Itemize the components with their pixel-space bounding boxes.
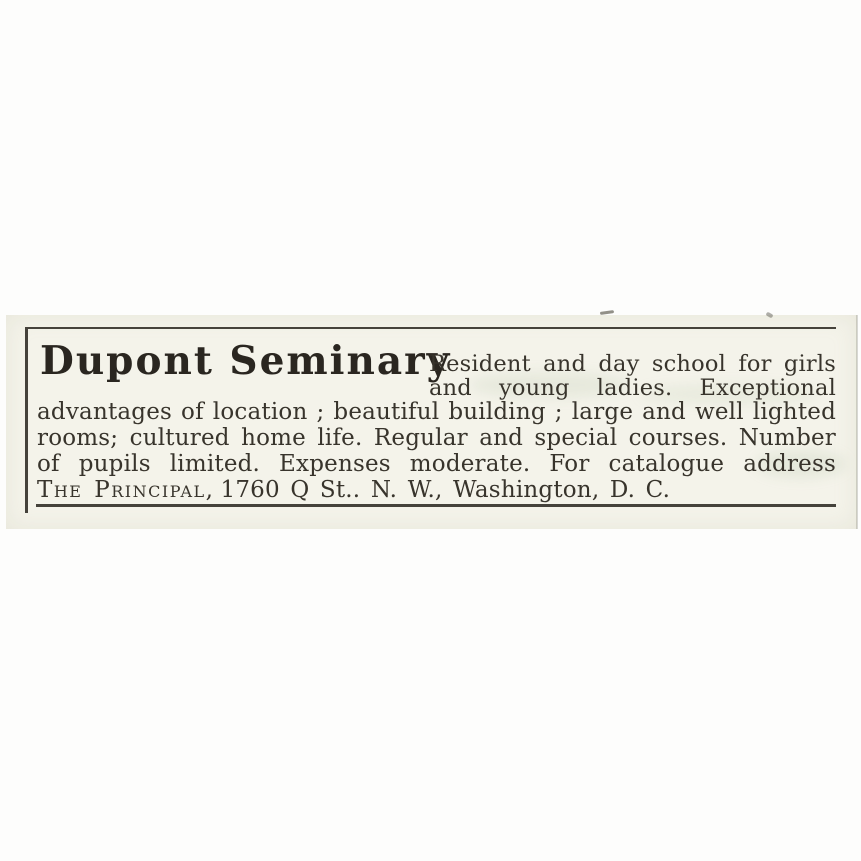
left-border-rule (25, 327, 28, 513)
ad-headline: Dupont Seminary (40, 338, 452, 384)
paper-edge-line (856, 315, 858, 529)
body-line: of pupils limited. Expenses moderate. For catalogue address (37, 451, 836, 477)
signature-smallcaps: The Principal, (37, 477, 215, 503)
advertisement-box (25, 327, 836, 515)
signature-line (37, 477, 836, 503)
body-line: rooms; cultured home life. Regular and special courses. Number (37, 425, 836, 451)
intro-line: Resident and day school for girls (429, 351, 836, 377)
body-text (37, 399, 836, 503)
body-line: advantages of location ; beautiful building ; large and well lighted (37, 399, 836, 425)
top-border-rule (25, 327, 836, 329)
intro-line: and young ladies. Exceptional (429, 375, 836, 401)
signature-address: 1760 Q St.. N. W., Washington, D. C. (220, 477, 671, 503)
intro-column (429, 352, 836, 400)
bottom-border-rule (36, 504, 836, 507)
